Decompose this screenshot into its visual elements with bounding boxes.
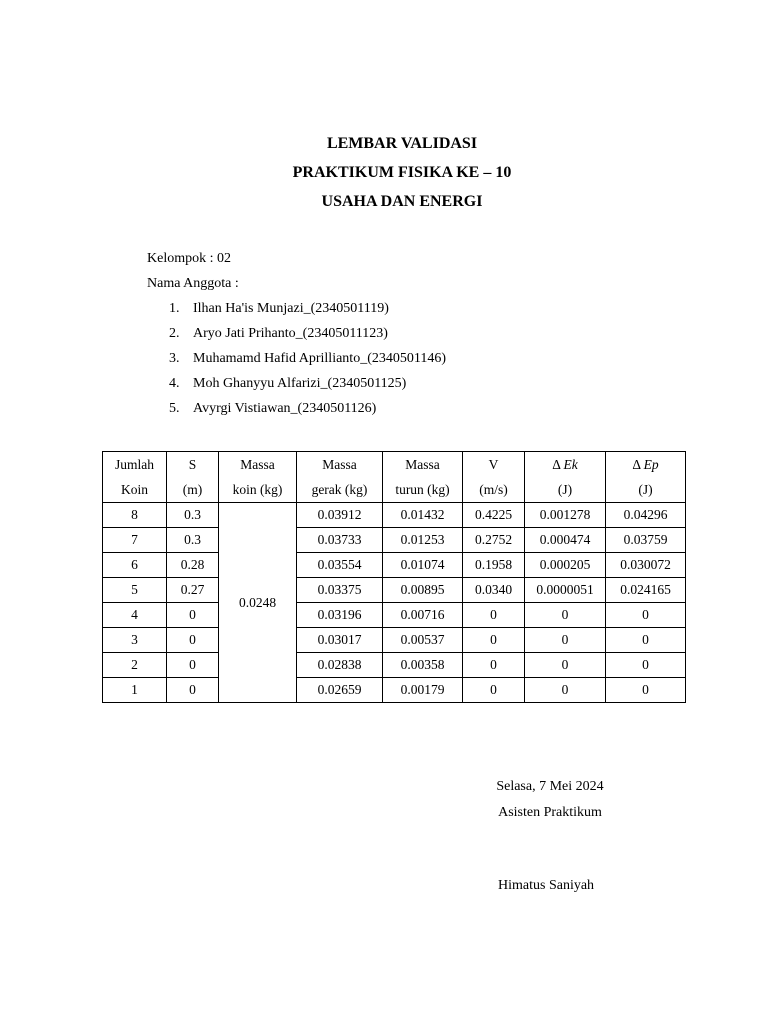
member-name: Muhamamd Hafid Aprillianto_(2340501146) — [193, 351, 446, 366]
cell-jumlah-koin: 4 — [103, 603, 167, 628]
title-line-1: LEMBAR VALIDASI — [326, 135, 478, 152]
table-row — [103, 628, 686, 653]
column-header-unit: koin (kg) — [232, 482, 283, 497]
cell-massa-gerak: 0.03375 — [297, 578, 383, 603]
table-row — [103, 653, 686, 678]
results-table — [102, 451, 686, 703]
cell-delta-ek: 0.000474 — [525, 528, 606, 553]
cell-massa-gerak: 0.02659 — [297, 678, 383, 703]
table-row — [103, 503, 686, 528]
column-header-unit: (m) — [182, 482, 203, 497]
cell-delta-ek: 0 — [525, 603, 606, 628]
member-number: 3. — [169, 351, 180, 366]
member-name: Avyrgi Vistiawan_(2340501126) — [193, 401, 377, 416]
cell-delta-ep: 0.030072 — [606, 553, 686, 578]
table-row — [103, 678, 686, 703]
cell-delta-ep: 0 — [606, 628, 686, 653]
column-header-top: V — [488, 457, 499, 472]
cell-s: 0.27 — [167, 578, 219, 603]
cell-s: 0.3 — [167, 503, 219, 528]
cell-massa-gerak: 0.02838 — [297, 653, 383, 678]
cell-v: 0 — [463, 628, 525, 653]
member-item — [147, 397, 446, 422]
member-number: 1. — [169, 301, 180, 316]
cell-massa-gerak: 0.03733 — [297, 528, 383, 553]
cell-delta-ep: 0 — [606, 653, 686, 678]
cell-s: 0 — [167, 653, 219, 678]
column-header-top: Jumlah — [115, 457, 154, 472]
table-row — [103, 528, 686, 553]
member-name: Aryo Jati Prihanto_(23405011123) — [193, 326, 388, 341]
column-header — [167, 452, 219, 503]
column-header-unit: (J) — [638, 482, 653, 497]
column-header-unit: turun (kg) — [395, 482, 450, 497]
column-header-unit: Koin — [121, 482, 148, 497]
member-item — [147, 347, 446, 372]
member-item — [147, 297, 446, 322]
column-header — [383, 452, 463, 503]
column-header — [606, 452, 686, 503]
column-header-unit: (m/s) — [479, 482, 508, 497]
cell-massa-turun: 0.01432 — [383, 503, 463, 528]
column-header-top: Massa — [240, 457, 275, 472]
column-header-top: Massa — [322, 457, 357, 472]
energy-variable: Ek — [563, 457, 578, 472]
table-row — [103, 553, 686, 578]
cell-jumlah-koin: 6 — [103, 553, 167, 578]
table-row — [103, 578, 686, 603]
member-name: Moh Ghanyyu Alfarizi_(2340501125) — [193, 376, 407, 391]
signature-block — [490, 775, 610, 827]
delta-symbol: Δ — [632, 457, 644, 472]
cell-massa-gerak: 0.03554 — [297, 553, 383, 578]
cell-v: 0 — [463, 603, 525, 628]
cell-massa-turun: 0.00537 — [383, 628, 463, 653]
cell-massa-koin: 0.0248 — [219, 503, 297, 703]
signature-date: Selasa, 7 Mei 2024 — [496, 779, 604, 794]
cell-jumlah-koin: 2 — [103, 653, 167, 678]
cell-massa-turun: 0.00179 — [383, 678, 463, 703]
cell-jumlah-koin: 8 — [103, 503, 167, 528]
group-info — [147, 247, 446, 422]
cell-delta-ep: 0 — [606, 678, 686, 703]
cell-delta-ep: 0.04296 — [606, 503, 686, 528]
signature-role: Asisten Praktikum — [498, 805, 602, 820]
column-header — [297, 452, 383, 503]
member-number: 4. — [169, 376, 180, 391]
cell-delta-ek: 0.001278 — [525, 503, 606, 528]
column-header-top — [606, 452, 685, 477]
cell-delta-ek: 0 — [525, 678, 606, 703]
cell-massa-turun: 0.01074 — [383, 553, 463, 578]
cell-v: 0.4225 — [463, 503, 525, 528]
document-title — [0, 131, 768, 218]
cell-jumlah-koin: 1 — [103, 678, 167, 703]
cell-s: 0 — [167, 628, 219, 653]
cell-delta-ep: 0 — [606, 603, 686, 628]
members-list — [147, 297, 446, 422]
column-header-top: S — [188, 457, 197, 472]
column-header-top: Massa — [405, 457, 440, 472]
cell-jumlah-koin: 3 — [103, 628, 167, 653]
cell-jumlah-koin: 7 — [103, 528, 167, 553]
cell-v: 0.0340 — [463, 578, 525, 603]
energy-variable: Ep — [643, 457, 659, 472]
cell-v: 0.2752 — [463, 528, 525, 553]
member-number: 2. — [169, 326, 180, 341]
column-header — [103, 452, 167, 503]
cell-s: 0.3 — [167, 528, 219, 553]
member-item — [147, 322, 446, 347]
table-body — [103, 503, 686, 703]
column-header — [525, 452, 606, 503]
cell-s: 0.28 — [167, 553, 219, 578]
cell-delta-ek: 0 — [525, 653, 606, 678]
cell-s: 0 — [167, 603, 219, 628]
cell-massa-gerak: 0.03017 — [297, 628, 383, 653]
member-item — [147, 372, 446, 397]
cell-massa-gerak: 0.03196 — [297, 603, 383, 628]
title-line-3: USAHA DAN ENERGI — [321, 193, 483, 210]
cell-delta-ek: 0.0000051 — [525, 578, 606, 603]
cell-massa-turun: 0.00358 — [383, 653, 463, 678]
column-header-unit: (J) — [557, 482, 573, 497]
column-header — [219, 452, 297, 503]
cell-delta-ep: 0.024165 — [606, 578, 686, 603]
delta-symbol: Δ — [552, 457, 564, 472]
cell-massa-turun: 0.01253 — [383, 528, 463, 553]
cell-jumlah-koin: 5 — [103, 578, 167, 603]
table-header-row — [103, 452, 686, 503]
members-label: Nama Anggota : — [147, 276, 239, 291]
member-name: Ilhan Ha'is Munjazi_(2340501119) — [193, 301, 389, 316]
title-line-2: PRAKTIKUM FISIKA KE – 10 — [292, 164, 512, 181]
column-header-top — [525, 452, 605, 477]
cell-delta-ek: 0.000205 — [525, 553, 606, 578]
group-number: Kelompok : 02 — [147, 251, 231, 266]
cell-massa-turun: 0.00895 — [383, 578, 463, 603]
cell-s: 0 — [167, 678, 219, 703]
column-header-unit: gerak (kg) — [311, 482, 368, 497]
cell-v: 0 — [463, 678, 525, 703]
table-row — [103, 603, 686, 628]
column-header — [463, 452, 525, 503]
cell-delta-ek: 0 — [525, 628, 606, 653]
cell-massa-gerak: 0.03912 — [297, 503, 383, 528]
cell-delta-ep: 0.03759 — [606, 528, 686, 553]
cell-v: 0 — [463, 653, 525, 678]
member-number: 5. — [169, 401, 180, 416]
cell-v: 0.1958 — [463, 553, 525, 578]
cell-massa-turun: 0.00716 — [383, 603, 463, 628]
signature-name: Himatus Saniyah — [498, 878, 595, 893]
